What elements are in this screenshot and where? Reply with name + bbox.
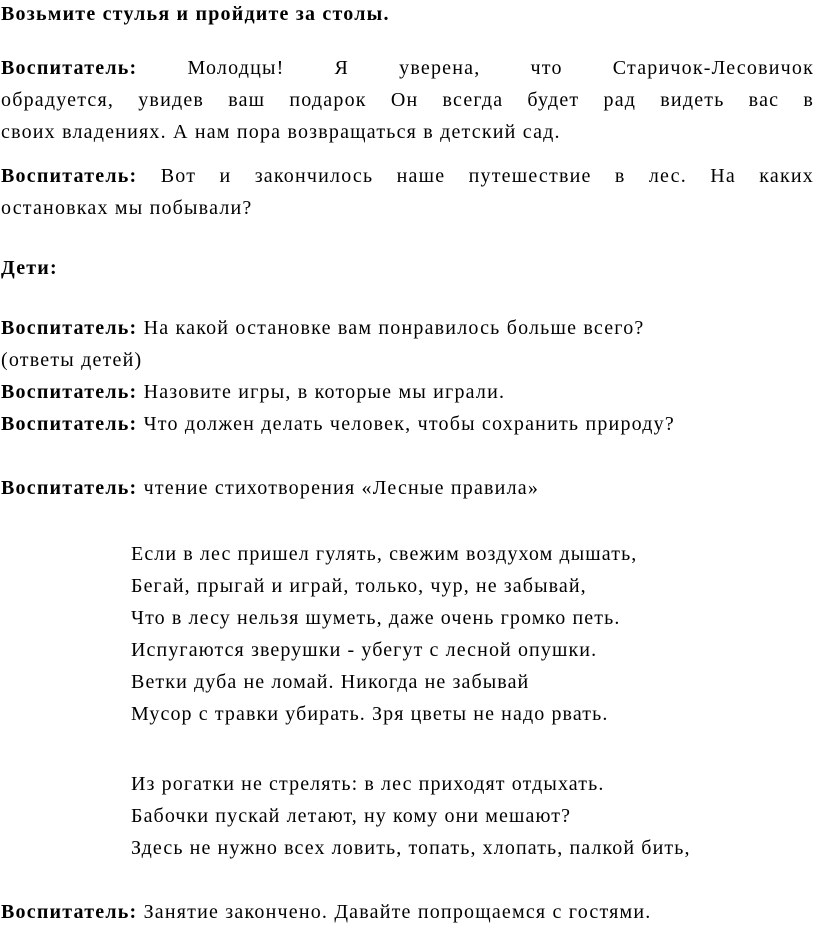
poem-line: Здесь не нужно всех ловить, топать, хлопать, палкой бить, [131,837,691,859]
poem-line: Бегай, прыгай и играй, только, чур, не забывай, [131,575,587,597]
children-answers: (ответы детей) [1,349,143,371]
question-text: На какой остановке вам понравилось больше всего? [143,317,645,339]
speaker-label: Воспитатель: [1,317,138,339]
speaker-label: Воспитатель: [1,413,138,435]
poem-line: Мусор с травки убирать. Зря цветы не надо рвать. [131,703,609,725]
paragraph-text: Молодцы! Я уверена, что Старичок-Лесовичок [187,57,815,79]
children-label: Дети: [1,257,58,279]
question-text: Назовите игры, в которые мы играли. [143,381,506,403]
question-text: Что должен делать человек, чтобы сохранить природу? [143,413,675,435]
question-nature [1,412,675,436]
poem-line: Из рогатки не стрелять: в лес приходят отдыхать. [131,773,605,795]
paragraph-2-line-2: остановках мы побывали? [1,197,253,219]
intro-instruction: Возьмите стулья и пройдите за столы. [1,3,390,25]
closing-text: Занятие закончено. Давайте попрощаемся с гостями. [143,901,652,923]
poem-line: Испугаются зверушки - убегут с лесной опушки. [131,639,598,661]
paragraph-1-line-2: обрадуется, увидев ваш подарок Он всегда будет рад видеть вас в [1,89,814,111]
closing-line [1,900,652,924]
poem-line: Если в лес пришел гулять, свежим воздухом дышать, [131,543,638,565]
poem-line: Бабочки пускай летают, ну кому они мешают? [131,805,572,827]
poem-line: Что в лесу нельзя шуметь, даже очень громко петь. [131,607,621,629]
speaker-label: Воспитатель: [1,381,138,403]
poem-line: Ветки дуба не ломай. Никогда не забывай [131,671,530,693]
paragraph-text: Вот и закончилось наше путешествие в лес. На каких [160,165,815,187]
speaker-label: Воспитатель: [1,165,138,187]
poem-introduction [1,476,539,500]
speaker-label: Воспитатель: [1,901,138,923]
paragraph-1-line-1 [1,56,814,80]
reading-text: чтение стихотворения «Лесные правила» [143,477,540,499]
speaker-label: Воспитатель: [1,477,138,499]
paragraph-2-line-1 [1,164,814,188]
question-games [1,380,505,404]
question-favorite [1,316,645,340]
paragraph-1-line-3: своих владениях. А нам пора возвращаться в детский сад. [1,121,561,143]
speaker-label: Воспитатель: [1,57,138,79]
